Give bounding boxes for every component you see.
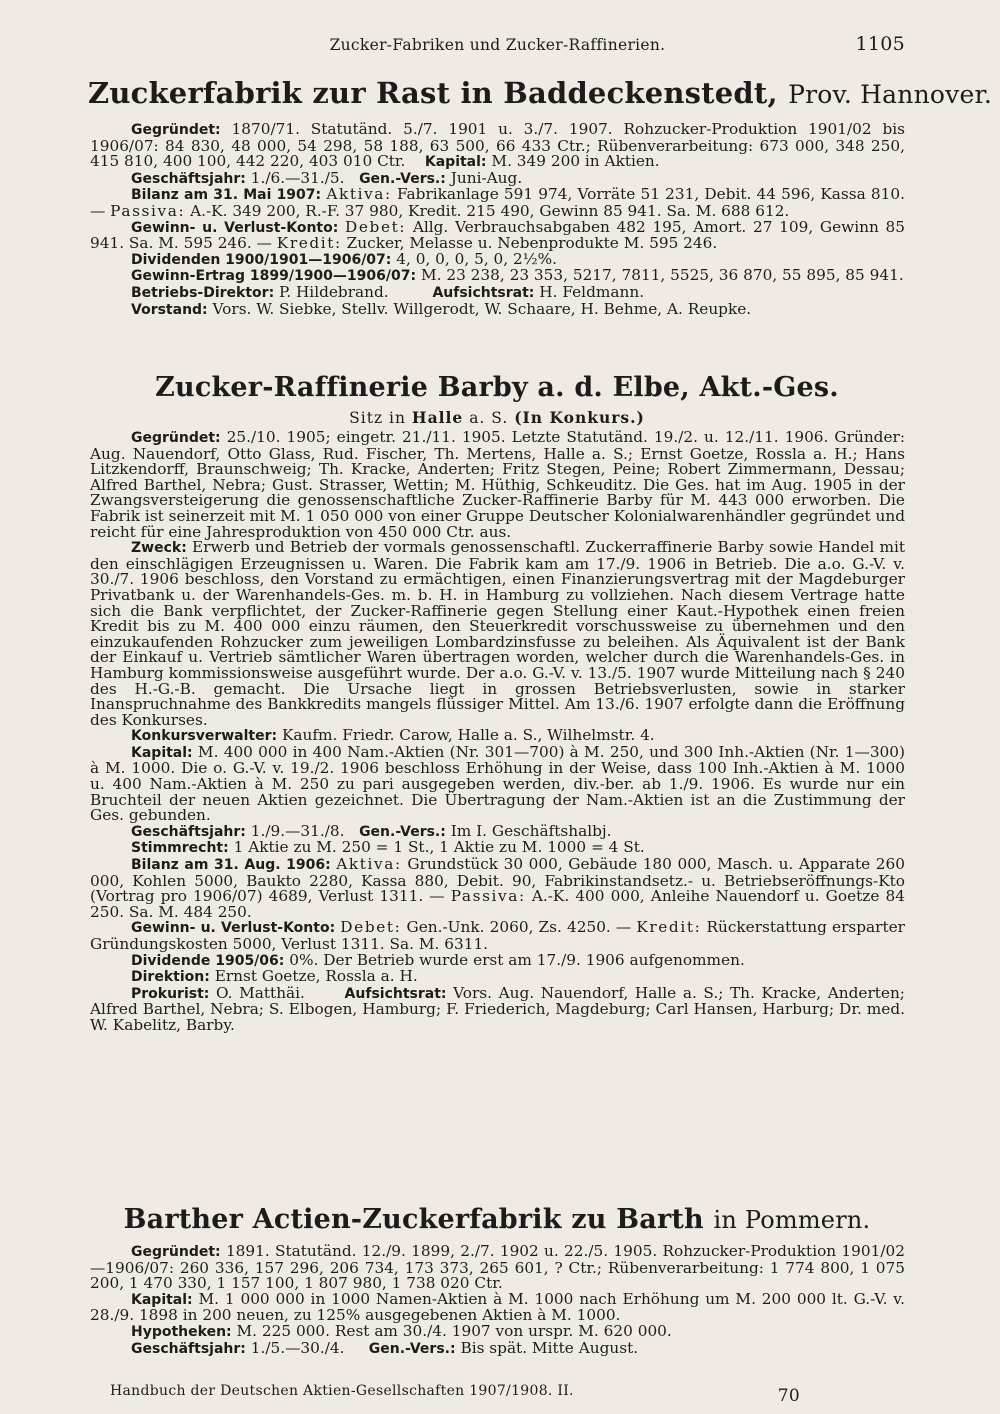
field-sublabel: Debet: xyxy=(345,217,407,236)
running-title: Zucker-Fabriken und Zucker-Raffinerien. xyxy=(329,36,666,54)
field-label: Geschäftsjahr: xyxy=(131,823,246,840)
page-number: 1105 xyxy=(855,33,905,55)
field-label: Gewinn- u. Verlust-Konto: xyxy=(131,920,336,937)
entry-paragraph xyxy=(90,983,905,1034)
seat-status: (In Konkurs.) xyxy=(514,408,645,427)
company-name: Zucker-Raffinerie Barby a. d. Elbe, Akt.-Ges. xyxy=(155,372,839,403)
entry-paragraph xyxy=(90,187,905,219)
field-text: M. 400 000 in 400 Nam.-Aktien (Nr. 301—700) à M. 250, und 300 Inh.-Aktien (Nr. 1—300) à M. 1000. Die o. G.-V. v. 19./2. 1906 beschloss Erhöhung in der Weise, dass 100 Inh.-Aktien à M. 1000 u. 400 Nam.-Aktien à M. 250 zu pari ausgegeben werden, div.-ber. ab 1./9. 1906. Es wurde nur ein Bruchteil der neuen Aktien gezeichnet. Die Übertragung der Nam.-Aktien ist an die Zustimmung der Ges. gebunden. xyxy=(90,742,905,825)
field-text: M. 1 000 000 in 1000 Namen-Aktien à M. 1000 nach Erhöhung um M. 200 000 lt. G.-V. v. 28./9. 1898 in 200 neuen, zu 125% ausgegebenen Aktien à M. 1000. xyxy=(90,1289,905,1325)
field-label: Hypotheken: xyxy=(131,1323,232,1340)
field-sublabel: Aktiva: xyxy=(326,185,392,204)
field-text: Allg. Verbrauchsabgaben 482 195, Amort. 27 109, Gewinn 85 941. Sa. M. 595 246. — xyxy=(90,217,905,253)
field-label: Prokurist: xyxy=(131,985,210,1002)
field-label: Vorstand: xyxy=(131,301,208,318)
field-text: H. Feldmann. xyxy=(539,282,645,301)
field-text: A.-K. 400 000, Anleihe Nauendorf u. Goetze 84 250. Sa. M. 484 250. xyxy=(90,887,905,921)
company-entry-3 xyxy=(90,1244,905,1357)
entry-paragraph xyxy=(90,857,905,920)
page-footer xyxy=(110,1383,800,1406)
seat-city: Halle xyxy=(411,408,464,427)
field-text: Grundstück 30 000, Gebäude 180 000, Masch. u. Apparate 260 000, Kohlen 5000, Baukto 2280, Kassa 880, Debit. 90, Fabrikinstandsetz.- u. Betriebseröffnungs-Kto (Vortrag pro 1906/07) 4689, Verlust 1311. — xyxy=(90,855,905,906)
signature-mark: 70 xyxy=(777,1386,800,1406)
field-label: Stimmrecht: xyxy=(131,840,229,857)
field-text: M. 23 238, 23 353, 5217, 7811, 5525, 36 870, 55 895, 85 941. xyxy=(420,266,904,285)
field-label: Aufsichtsrat: xyxy=(344,985,447,1002)
field-text: Ernst Goetze, Rossla a. H. xyxy=(214,967,418,986)
company-name: Zuckerfabrik zur Rast in Baddeckenstedt, xyxy=(88,76,778,110)
entry-paragraph xyxy=(90,122,905,171)
company-name: Barther Actien-Zuckerfabrik zu Barth xyxy=(123,1204,704,1235)
field-label: Dividenden 1900/1901—1906/07: xyxy=(131,251,392,268)
field-label: Betriebs-Direktor: xyxy=(131,284,275,301)
entry-paragraph xyxy=(90,742,905,825)
field-text: Fabrikanlage 591 974, Vorräte 51 231, Debit. 44 596, Kassa 810. — xyxy=(90,185,905,220)
field-label: Bilanz am 31. Aug. 1906: xyxy=(131,857,331,874)
company-location: in Pommern. xyxy=(713,1206,871,1234)
field-label: Gegründet: xyxy=(131,122,221,138)
company-heading-3 xyxy=(88,1204,906,1235)
field-text: A.-K. 349 200, R.-F. 37 980, Kredit. 215 490, Gewinn 85 941. Sa. M. 688 612. xyxy=(190,201,790,220)
field-text: Kaufm. Friedr. Carow, Halle a. S., Wilhelmstr. 4. xyxy=(281,726,655,745)
field-text: P. Hildebrand. xyxy=(279,282,389,301)
field-text: 1891. Statutänd. 12./9. 1899, 2./7. 1902 u. 22./5. 1905. Rohzucker-Produktion 1901/02—1906/07: 260 336, 157 296, 206 734, 173 373, 265 601, ? Ctr.; Rübenverarbeitung: 1 774 800, 1 075 200, 1 470 330, 1 157 100, 1 807 980, 1 738 020 Ctr. xyxy=(90,1242,905,1293)
field-label: Kapital: xyxy=(131,744,193,761)
field-text: Vors. Aug. Nauendorf, Halle a. S.; Th. Kracke, Anderten; Alfred Barthel, Nebra; S. Elbogen, Hamburg; F. Friederich, Magdeburg; Carl Hansen, Harburg; Dr. med. W. Kabelitz, Barby. xyxy=(90,983,905,1034)
field-label: Geschäftsjahr: xyxy=(131,170,246,187)
field-text: 25./10. 1905; eingetr. 21./11. 1905. Letzte Statutänd. 19./2. u. 12./11. 1906. Gründer: Aug. Nauendorf, Otto Glass, Rud. Fischer, Th. Mertens, Halle a. S.; Ernst Goetze, Rossla a. H.; Hans Litzkendorff, Braunschweig; Th. Kracke, Anderten; Fritz Stegen, Peine; Robert Zimmermann, Dessau; Alfred Barthel, Nebra; Gust. Strasser, Wettin; M. Hüthig, Schkeuditz. Die Ges. hat im Aug. 1905 in der Zwangsversteigerung die genossenschaftliche Zucker-Raffinerie Barby für M. 443 000 erworben. Die Fabrik ist seinerzeit mit M. 1 050 000 von einer Gruppe Deutscher Kolonialwarenhändler gegründet und reicht für eine Jahresproduktion von 450 000 Ctr. aus. xyxy=(90,428,905,541)
field-label: Gewinn- u. Verlust-Konto: xyxy=(131,219,339,236)
company-entry-2 xyxy=(90,430,905,1034)
field-label: Gegründet: xyxy=(131,430,221,446)
field-sublabel: Passiva: xyxy=(110,201,186,220)
entry-paragraph xyxy=(90,217,905,253)
entry-paragraph xyxy=(90,1289,905,1325)
entry-paragraph xyxy=(90,540,905,728)
field-sublabel: Aktiva: xyxy=(336,855,402,874)
field-text: 4, 0, 0, 0, 5, 0, 2½%. xyxy=(396,249,557,268)
entry-paragraph xyxy=(90,1338,905,1358)
field-label: Gen.-Vers.: xyxy=(359,170,446,187)
field-text: Bis spät. Mitte August. xyxy=(460,1338,639,1357)
company-seat xyxy=(88,408,906,427)
field-sublabel: Passiva: xyxy=(450,887,526,906)
field-text: 1870/71. Statutänd. 5./7. 1901 u. 3./7. 1907. Rohzucker-Produktion 1901/02 bis 1906/07: 84 830, 48 000, 54 298, 58 188, 63 500, 66 433 Ctr.; Rübenverarbeitung: 673 000, 348 250, 415 810, 400 100, 442 220, 403 010 Ctr. xyxy=(90,120,905,171)
field-text: 0%. Der Betrieb wurde erst am 17./9. 1906 aufgenommen. xyxy=(289,950,745,969)
field-label: Kapital: xyxy=(424,154,487,171)
field-label: Geschäftsjahr: xyxy=(131,1340,246,1357)
field-label: Dividende 1905/06: xyxy=(131,952,285,969)
entry-paragraph xyxy=(90,430,905,540)
field-text: 1 Aktie zu M. 250 = 1 St., 1 Aktie zu M. 1000 = 4 St. xyxy=(233,838,645,857)
field-label: Gen.-Vers.: xyxy=(368,1340,456,1357)
field-label: Aufsichtsrat: xyxy=(432,284,535,301)
field-text: Rückerstattung ersparter Gründungskosten 5000, Verlust 1311. Sa. M. 6311. xyxy=(90,918,905,953)
field-text: Erwerb und Betrieb der vormals genossenschaftl. Zuckerraffinerie Barby sowie Handel mit den einschlägigen Erzeugnissen u. Waren. Die Fabrik kam am 17./9. 1906 in Betrieb. Die a.o. G.-V. v. 30./7. 1906 beschloss, den Vorstand zu ermächtigen, einen Finanzierungsvertrag mit der Magdeburger Privatbank u. der Warenhandels-Ges. m. b. H. in Hamburg zu vollziehen. Nach diesem Vertrage hatte sich die Bank verpflichtet, der Zucker-Raffinerie gegen Stellung einer Kaut.-Hypothek einen freien Kredit bis zu M. 400 000 einzu räumen, den Steuerkredit vorschussweise zu übernehmen und den einzukaufenden Rohzucker zum jeweiligen Lombardzinsfusse zu beleihen. Als Äquivalent ist der Bank der Einkauf u. Vertrieb sämtlicher Waren übertragen worden, welcher durch die Warenhandels-Ges. in Hamburg kommissionsweise ausgeführt wurde. Der a.o. G.-V. v. 13./5. 1907 wurde Mitteilung nach § 240 des H.-G.-B. gemacht. Die Ursache liegt in grossen Betriebsverlusten, sowie in starker Inanspruchnahme des Bankkredits mangels flüssiger Mittel. Am 13./6. 1907 erfolgte dann die Eröffnung des Konkurses. xyxy=(90,538,905,729)
field-text: 1./9.—31./8. xyxy=(250,821,345,840)
field-text: 1./6.—31./5. xyxy=(250,168,345,187)
field-text: Zucker, Melasse u. Nebenprodukte M. 595 246. xyxy=(346,234,718,253)
entry-paragraph xyxy=(90,1244,905,1292)
field-text: Juni-Aug. xyxy=(450,168,523,187)
seat-suffix: a. S. xyxy=(469,409,509,427)
field-label: Gewinn-Ertrag 1899/1900—1906/07: xyxy=(131,268,417,285)
footer-text: Handbuch der Deutschen Aktien-Gesellschaften 1907/1908. II. xyxy=(110,1383,574,1399)
entry-paragraph xyxy=(90,920,905,952)
seat-prefix: Sitz in xyxy=(349,409,406,427)
company-entry-1 xyxy=(90,122,905,318)
page-header xyxy=(90,33,905,60)
field-text: Vors. W. Siebke, Stellv. Willgerodt, W. Schaare, H. Behme, A. Reupke. xyxy=(212,299,752,318)
entry-paragraph xyxy=(90,268,905,285)
field-label: Kapital: xyxy=(131,1291,193,1308)
field-text: O. Matthäi. xyxy=(216,983,305,1002)
field-text: M. 225 000. Rest am 30./4. 1907 von urspr. M. 620 000. xyxy=(236,1321,672,1340)
company-heading-2 xyxy=(88,372,906,403)
field-text: M. 349 200 in Aktien. xyxy=(491,152,660,171)
field-text: Gen.-Unk. 2060, Zs. 4250. — xyxy=(406,918,632,937)
company-heading-1 xyxy=(88,76,993,110)
field-label: Bilanz am 31. Mai 1907: xyxy=(131,187,322,204)
entry-paragraph xyxy=(90,299,905,319)
field-sublabel: Kredit: xyxy=(276,234,342,253)
field-sublabel: Kredit: xyxy=(636,918,702,937)
field-sublabel: Debet: xyxy=(340,918,402,937)
field-label: Zweck: xyxy=(131,540,187,557)
field-label: Konkursverwalter: xyxy=(131,728,278,745)
field-text: Im I. Geschäftshalbj. xyxy=(450,821,612,840)
field-label: Direktion: xyxy=(131,969,210,986)
field-label: Gen.-Vers.: xyxy=(359,823,446,840)
company-location: Prov. Hannover. xyxy=(788,80,993,109)
field-label: Gegründet: xyxy=(131,1244,221,1260)
field-text: 1./5.—30./4. xyxy=(250,1338,345,1357)
